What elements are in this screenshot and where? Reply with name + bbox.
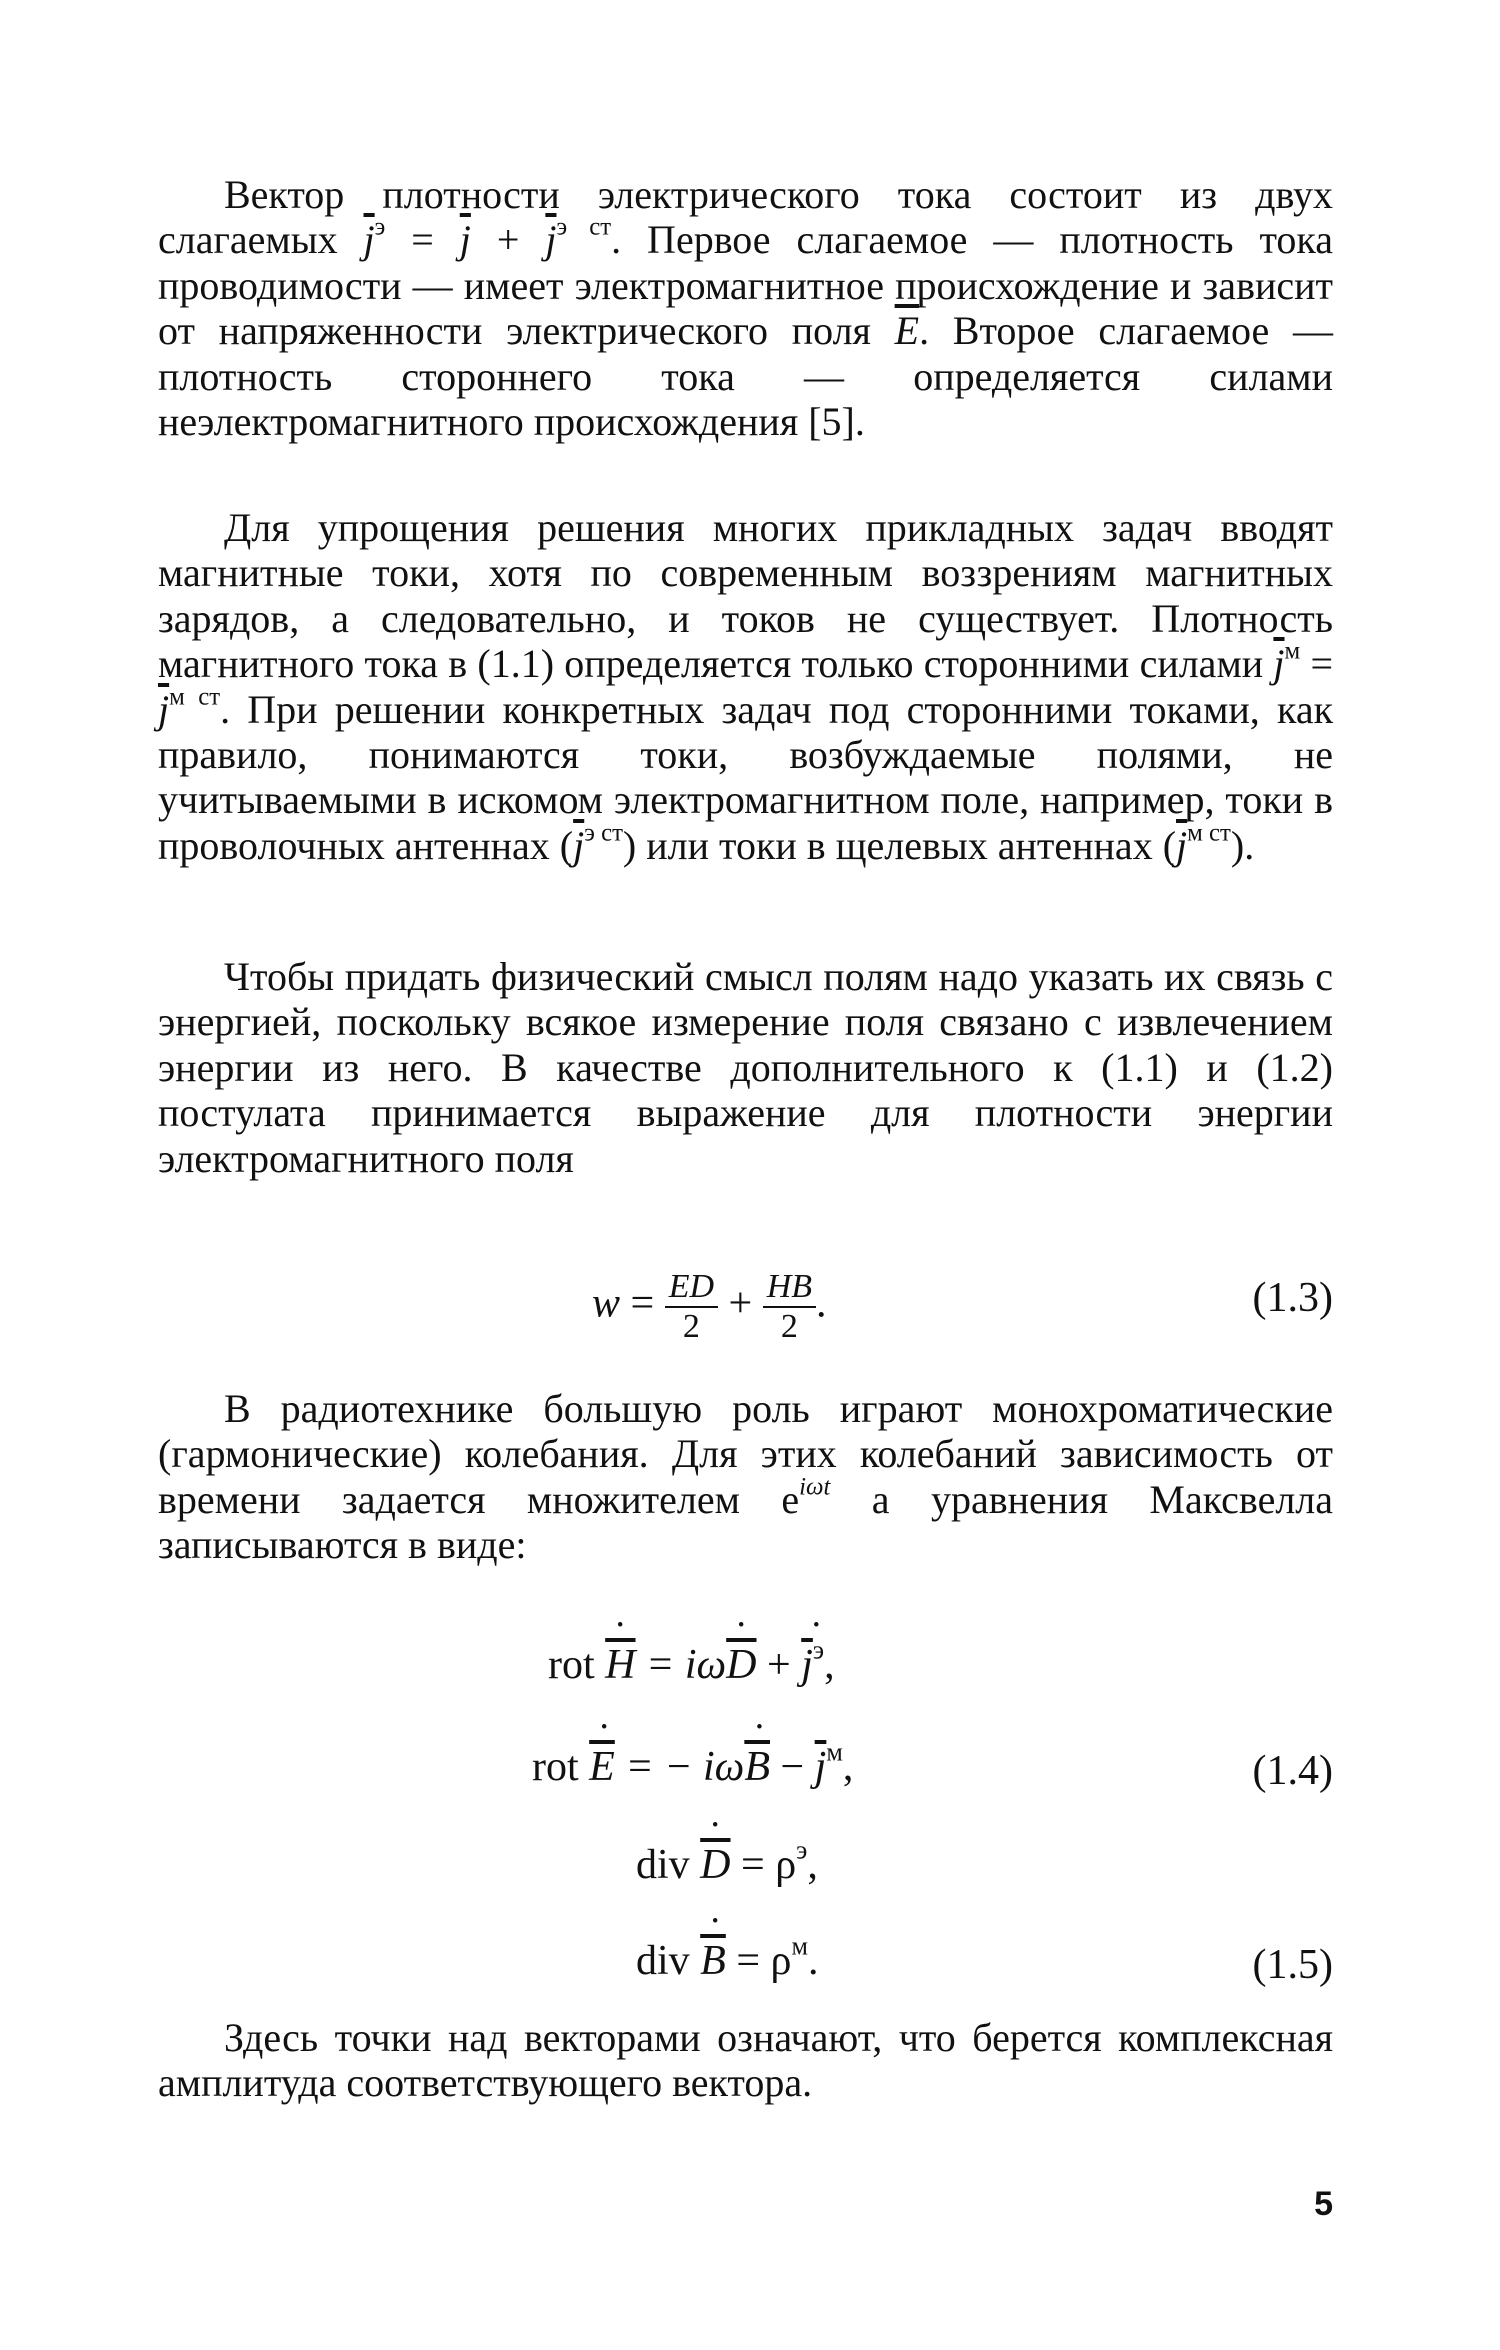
operator: − [769, 1744, 815, 1790]
punctuation: . [807, 1938, 819, 1984]
text-run: ) или токи в щелевых антеннах ( [622, 822, 1177, 868]
equation-number: (1.3) [1252, 1275, 1333, 1321]
operator: = ρ [730, 1842, 797, 1888]
vector-j: ˙ $\overline{j}$ [801, 1642, 813, 1688]
fraction-ed [665, 1268, 718, 1346]
vector-j: $\overline{j}$ [1273, 641, 1285, 687]
vector-j: $\overline{j}$ [1176, 822, 1188, 868]
superscript: э [812, 1635, 825, 1665]
vector-b: ˙ $\overline{B}$ [700, 1938, 726, 1984]
superscript: м ст [169, 683, 221, 711]
vector-j: $\overline{j}$ [814, 1744, 827, 1790]
operator: = iω [635, 1642, 727, 1688]
punctuation: , [824, 1642, 835, 1688]
vector-b: ˙ $\overline{B}$ [744, 1744, 770, 1790]
equation-number: (1.4) [1252, 1748, 1333, 1794]
numerator: ED [665, 1268, 718, 1308]
text-run: а уравнения Максвелла записываются в виде: [158, 1476, 1334, 1568]
vector-j: $\overline{j}$ [573, 822, 585, 868]
text-run: Для упрощения решения многих прикладных задач вводят магнитные токи, хотя по современным воззрениям магнитных зарядов, а следовательно, и токов не существует. Плотность магнитного тока в (1.1) определяется только сторонними силами [158, 505, 1333, 687]
equation-1-5-line1 [636, 1835, 818, 1890]
text-run: Здесь точки над векторами означают, что берется комплексная амплитуда соответствующего вектора. [158, 2015, 1333, 2106]
equation-1-4-line2 [532, 1737, 854, 1792]
text-run: Чтобы придать физический смысл полям надо указать их связь с энергией, поскольку всякое измерение поля связано с извлечением энергии из него. В качестве дополнительного к (1.1) и (1.2) постулата принимается выражение для плотности энергии электромагнитного поля [158, 954, 1333, 1181]
paragraph-current-density [158, 172, 1333, 444]
vector-j: $\overline{j}$ [158, 686, 170, 732]
operator-div: div [636, 1842, 701, 1888]
punctuation: , [807, 1842, 818, 1888]
denominator: 2 [682, 1308, 700, 1345]
superscript: м ст [1187, 819, 1231, 847]
numerator: HB [763, 1268, 816, 1308]
superscript: м [791, 1931, 808, 1961]
operator: + [756, 1642, 802, 1688]
vector-j: $\overline{j}$ [545, 217, 557, 263]
operator: = [385, 217, 460, 263]
paragraph-monochromatic [158, 1386, 1333, 1568]
fraction-hb [763, 1268, 816, 1346]
superscript: м [1284, 637, 1301, 665]
page-number: 5 [1314, 2185, 1333, 2223]
operator-div: div [636, 1938, 701, 1984]
paragraph-magnetic-currents [158, 505, 1333, 868]
equation-1-3 [592, 1268, 827, 1346]
superscript: э [374, 213, 386, 241]
operator: + [470, 217, 546, 263]
vector-e: ˙ $\overline{E}$ [589, 1744, 615, 1790]
vector-j: $\overline{j}$ [459, 217, 471, 263]
vector-j: $\overline{j}$ [363, 217, 375, 263]
vector-e: $\overline{E}$ [894, 308, 920, 354]
vector-d: ˙ $\overline{D}$ [726, 1642, 756, 1688]
operator: = ρ [725, 1938, 792, 1984]
text-run: . Второе слагаемое — плотность стороннего тока — определяется силами неэлектромагнитного происхождения [5]. [158, 308, 1333, 445]
superscript: э [796, 1835, 808, 1865]
operator: = [1300, 641, 1333, 687]
text-run: ). [1230, 822, 1255, 868]
exponent: iωt [799, 1473, 831, 1501]
superscript: э ст [556, 213, 612, 241]
equation-1-4-line1 [548, 1635, 835, 1690]
equation-number: (1.5) [1252, 1942, 1333, 1988]
symbol-w: w [592, 1280, 621, 1327]
vector-h: ˙ $\overline{H}$ [605, 1642, 635, 1688]
equation-1-5-line2 [636, 1931, 819, 1986]
denominator: 2 [780, 1308, 798, 1345]
punctuation: . [816, 1280, 827, 1327]
operator-rot: rot [532, 1744, 590, 1790]
operator: = [620, 1280, 665, 1327]
vector-d: ˙ $\overline{D}$ [700, 1842, 730, 1888]
punctuation: , [842, 1744, 854, 1790]
paragraph-complex-amplitude [158, 2015, 1333, 2106]
text-run: . Первое слагаемое — плотность тока проводимости — имеет электромагнитное происхождение и зависит от напряженности электрического поля [158, 217, 1334, 354]
superscript: э ст [584, 819, 623, 847]
operator-rot: rot [548, 1642, 606, 1688]
paragraph-energy [158, 954, 1333, 1181]
text-run: В радиотехнике большую роль играют монохроматические (гармонические) колебания. Для этих колебаний зависимость от времени задается множителем e [158, 1386, 1333, 1522]
superscript: м [826, 1737, 843, 1767]
operator: = − iω [614, 1744, 745, 1790]
text-run: . При решении конкретных задач под сторонними токами, как правило, понимаются токи, возбуждаемые полями, не учитываемыми в искомом электромагнитном поле, например, токи в проволочных антеннах ( [158, 686, 1334, 868]
operator: + [718, 1280, 763, 1327]
text-run: Вектор плотности электрического тока состоит из двух слагаемых [158, 172, 1333, 263]
